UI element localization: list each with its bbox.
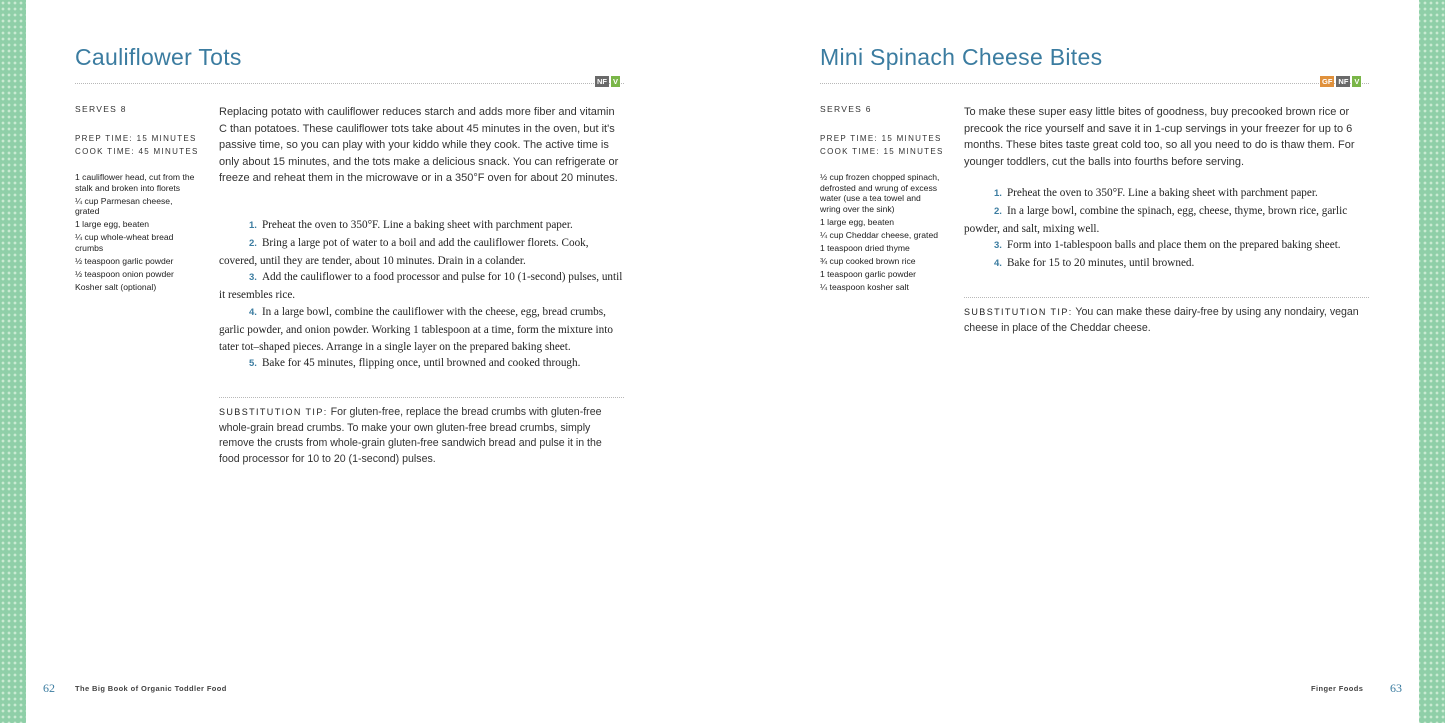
ingredient-item: ¼ teaspoon kosher salt: [820, 281, 909, 292]
ingredient-item: ¼ cup Cheddar cheese, grated: [820, 229, 939, 240]
badge-v: V: [1354, 77, 1360, 86]
step-item: [964, 203, 1369, 238]
step-text: Preheat the oven to 350°F. Line a baking sheet with parchment paper.: [261, 219, 573, 231]
step-number: 3.: [994, 240, 1002, 252]
step-text: In a large bowl, combine the cauliflower with the cheese, egg, bread crumbs, garlic powder, and onion powder. Working 1 tablespoon at a time, form the mixture into tater tot–shaped pieces. Arrange in a single layer on the prepared baking sheet.: [219, 305, 613, 353]
step-text: In a large bowl, combine the spinach, egg, cheese, thyme, brown rice, garlic powder, and salt, mixing well.: [964, 204, 1348, 235]
step-text: Bring a large pot of water to a boil and add the cauliflower florets. Cook, covered, until they are tender, about 10 minutes. Drain in a colander.: [219, 236, 589, 267]
ingredient-list: [820, 172, 940, 295]
ingredient-item: 1 large egg, beaten: [820, 216, 895, 227]
step-item: [964, 185, 1369, 203]
ingredient-item: 1 large egg, beaten: [75, 219, 150, 229]
substitution-tip: [964, 305, 1369, 336]
running-footer: The Big Book of Organic Toddler Food: [75, 684, 227, 693]
right-page: [722, 0, 1419, 723]
diet-badges: [1320, 76, 1361, 87]
step-item: [964, 255, 1369, 273]
cook-time: COOK TIME: 45 MINUTES: [75, 147, 199, 156]
step-list: [219, 217, 624, 373]
step-number: 5.: [249, 358, 257, 370]
page-number: 62: [43, 681, 55, 695]
badge-gf: GF: [1322, 77, 1333, 86]
step-number: 4.: [994, 258, 1002, 270]
recipe-intro: Replacing potato with cauliflower reduces starch and adds more fiber and vitamin C than potatoes. These cauliflower tots take about 45 minutes in the oven, but it's passive time, so you can play with your kiddo while they cook. The active time is only about 15 minutes, and the tots make a delicious snack. You can refrigerate or freeze and reheat them in the microwave or in a 350°F oven for about 20 minutes.: [219, 106, 619, 184]
ingredient-item: ¾ cup cooked brown rice: [820, 255, 916, 266]
step-item: [964, 237, 1369, 255]
step-text: Preheat the oven to 350°F. Line a baking sheet with parchment paper.: [1006, 187, 1318, 199]
ingredient-item: ¼ cup Parmesan cheese, grated: [75, 195, 173, 216]
recipe-title: Mini Spinach Cheese Bites: [820, 44, 1103, 70]
left-page: [26, 0, 722, 723]
ingredient-item: 1 teaspoon dried thyme: [820, 242, 910, 253]
ingredient-item: 1 teaspoon garlic powder: [820, 268, 917, 279]
ingredient-item: Kosher salt (optional): [75, 281, 157, 292]
step-text: Add the cauliflower to a food processor and pulse for 10 (1-second) pulses, until it resembles rice.: [219, 271, 623, 302]
step-text: Bake for 15 to 20 minutes, until browned.: [1006, 257, 1195, 270]
step-number: 2.: [249, 237, 257, 249]
title-rule: [75, 83, 624, 84]
ingredient-item: 1 cauliflower head, cut from the stalk and broken into florets: [75, 172, 195, 193]
ingredient-item: ¼ cup whole-wheat bread crumbs: [75, 232, 174, 253]
tip-text: For gluten-free, replace the bread crumbs with gluten-free whole-grain bread crumbs. To make your own gluten-free bread crumbs, simply remove the crusts from whole-grain gluten-free sandwich bread and pulse it in the food processor for 10 to 20 (1-second) pulses.: [219, 406, 602, 466]
step-item: [219, 235, 624, 270]
tip-rule: [219, 397, 624, 398]
badge-v: V: [613, 77, 619, 86]
ingredient-list: [75, 172, 197, 295]
tip-label: SUBSTITUTION TIP:: [219, 407, 328, 417]
prep-time: PREP TIME: 15 MINUTES: [820, 134, 942, 143]
ingredient-item: ½ teaspoon garlic powder: [75, 255, 174, 266]
prep-time: PREP TIME: 15 MINUTES: [75, 134, 197, 143]
cook-time: COOK TIME: 15 MINUTES: [820, 147, 944, 156]
step-number: 3.: [249, 272, 257, 284]
title-rule: [820, 83, 1369, 84]
tip-label: SUBSTITUTION TIP:: [964, 307, 1073, 317]
ingredient-item: ½ cup frozen chopped spinach, defrosted and wrung of excess water (use a tea towel and wring over the sink): [820, 172, 940, 214]
step-item: [219, 269, 624, 304]
step-list: [964, 185, 1369, 273]
badge-nf: NF: [1338, 77, 1349, 86]
ingredient-item: ½ teaspoon onion powder: [75, 268, 174, 279]
step-text: Bake for 45 minutes, flipping once, until browned and cooked through.: [261, 357, 581, 370]
page-number: 63: [1390, 681, 1402, 695]
step-number: 1.: [249, 220, 257, 231]
step-number: 1.: [994, 188, 1002, 199]
step-number: 4.: [249, 306, 257, 318]
substitution-tip: [219, 405, 624, 468]
recipe-title: Cauliflower Tots: [75, 44, 242, 70]
step-item: [219, 217, 624, 235]
serves-label: SERVES 6: [820, 104, 872, 114]
tip-rule: [964, 297, 1369, 298]
recipe-intro: To make these super easy little bites of goodness, buy precooked brown rice or precook the rice yourself and save it in 1-cup servings in your freezer for up to 6 months. These bites taste great cold too, so all you need to do is thaw them. For younger toddlers, cut the balls into fourths before serving.: [964, 106, 1355, 168]
tip-text: You can make these dairy-free by using any nondairy, vegan cheese in place of the Cheddar cheese.: [964, 306, 1359, 334]
step-text: Form into 1-tablespoon balls and place them on the prepared baking sheet.: [1006, 239, 1341, 252]
step-item: [219, 355, 624, 373]
serves-label: SERVES 8: [75, 104, 127, 114]
running-footer: Finger Foods: [1311, 684, 1364, 693]
step-item: [219, 304, 624, 355]
diet-badges: [595, 76, 620, 87]
badge-nf: NF: [597, 77, 607, 86]
step-number: 2.: [994, 205, 1002, 217]
